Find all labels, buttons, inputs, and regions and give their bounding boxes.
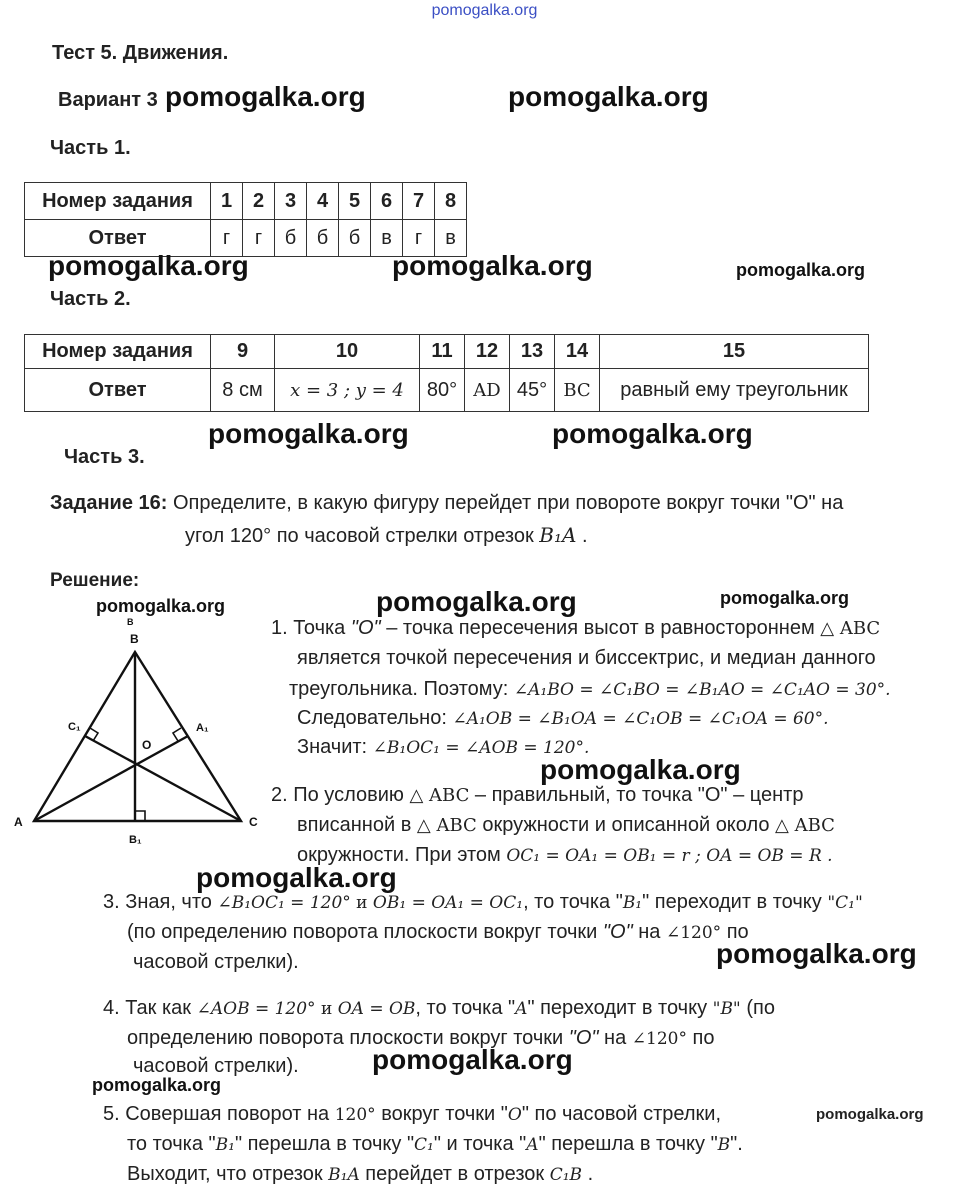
table-cell: 12 — [465, 335, 510, 369]
table-cell: г — [211, 220, 243, 257]
text: – точка пересечения высот в равностороннем — [380, 617, 821, 639]
math: △ ABC — [409, 785, 470, 806]
text: " и точка " — [433, 1133, 527, 1155]
part2-table — [24, 334, 869, 412]
text: 4. Так как — [103, 997, 197, 1019]
math: O — [507, 1105, 522, 1125]
math: ∠AOB = 120° — [196, 999, 316, 1019]
table-cell: 14 — [555, 335, 600, 369]
table-cell: 11 — [420, 335, 465, 369]
watermark: pomogalka.org — [208, 418, 409, 449]
step-5-line-2 — [127, 1133, 743, 1156]
math: △ ABC — [775, 815, 835, 836]
text: – правильный, то точка "О" – центр — [469, 784, 804, 806]
triangle-figure — [5, 612, 275, 852]
label-o: O — [142, 738, 152, 752]
task-16 — [50, 492, 843, 515]
math: C₁B — [549, 1165, 583, 1185]
step-5-line-1 — [103, 1103, 721, 1126]
math: A — [515, 999, 528, 1019]
step-5-line-3 — [127, 1163, 593, 1186]
text: "О" — [350, 617, 381, 639]
math: A — [526, 1135, 539, 1155]
watermark: pomogalka.org — [92, 1075, 222, 1095]
math: 120° — [334, 1105, 376, 1125]
watermark: pomogalka.org — [552, 418, 753, 449]
math: ∠B₁OC₁ = ∠AOB = 120°. — [372, 738, 590, 758]
watermark: pomogalka.org — [96, 596, 226, 616]
table-cell: 2 — [243, 183, 275, 220]
text: и — [350, 893, 373, 913]
table-row — [25, 335, 869, 369]
step-2-line-1 — [271, 784, 803, 807]
variant-label: Вариант 3 — [58, 89, 158, 111]
label-c1: C₁ — [68, 721, 81, 733]
text: окружности и описанной около — [476, 814, 776, 836]
watermark: pomogalka.org — [508, 81, 709, 112]
watermark: pomogalka.org — [540, 754, 741, 785]
table-cell: б — [339, 220, 371, 257]
table-row — [25, 183, 467, 220]
text: " по часовой стрелки, — [521, 1103, 722, 1125]
label-b1: B₁ — [129, 834, 142, 846]
text: угол 120° по часовой стрелки отрезок — [185, 525, 540, 547]
math: ∠120° — [665, 923, 722, 943]
text: вокруг точки " — [375, 1103, 508, 1125]
text: и — [315, 999, 338, 1019]
table-cell: 4 — [307, 183, 339, 220]
step-4-line-1 — [103, 997, 775, 1020]
text: " переходит в точку — [527, 997, 713, 1019]
text: окружности. При этом — [297, 844, 507, 866]
text: " перешла в точку " — [538, 1133, 718, 1155]
text: , то точка " — [415, 997, 516, 1019]
table-cell: 8 — [435, 183, 467, 220]
watermark: pomogalka.org — [816, 1106, 924, 1123]
math: △ ABC — [820, 618, 881, 639]
math: ∠120° — [631, 1029, 687, 1049]
table-cell: 80° — [420, 369, 465, 412]
text: то точка " — [127, 1133, 216, 1155]
part1-table — [24, 182, 467, 257]
math: B — [717, 1135, 731, 1155]
text: . — [582, 1163, 594, 1185]
watermark-top[interactable]: pomogalka.org — [431, 2, 538, 19]
math: △ ABC — [416, 815, 477, 836]
text: Значит: — [297, 736, 373, 758]
table-cell: в — [435, 220, 467, 257]
text: (по определению поворота плоскости вокруг точки — [127, 921, 603, 943]
math: B₁ — [215, 1135, 235, 1155]
table-header-cell: Ответ — [25, 369, 211, 412]
text: Выходит, что отрезок — [127, 1163, 329, 1185]
table-cell: 6 — [371, 183, 403, 220]
table-cell: BC — [555, 369, 600, 412]
text: вписанной в — [297, 814, 417, 836]
text: , то точка " — [523, 891, 623, 913]
math: OB₁ = OA₁ = OC₁ — [372, 893, 524, 913]
task-label: Задание 16: — [50, 492, 168, 514]
math: "B" — [712, 999, 741, 1019]
table-cell: 13 — [510, 335, 555, 369]
text: Следовательно: — [297, 707, 453, 729]
text: " переходит в точку — [642, 891, 828, 913]
label-a1: A₁ — [196, 722, 209, 734]
table-cell: x = 3 ; y = 4 — [275, 369, 420, 412]
table-cell: б — [307, 220, 339, 257]
part1-label: Часть 1. — [50, 137, 131, 159]
label-c: C — [249, 815, 258, 829]
watermark: pomogalka.org — [716, 938, 917, 969]
table-cell: г — [403, 220, 435, 257]
text: 1. Точка — [271, 617, 351, 639]
text: "О" — [602, 921, 633, 943]
math: ∠B₁OC₁ = 120° — [217, 893, 351, 913]
table-cell: равный ему треугольник — [600, 369, 869, 412]
table-header-cell: Номер задания — [25, 183, 211, 220]
table-cell: 9 — [211, 335, 275, 369]
table-cell: AD — [465, 369, 510, 412]
label-b-faint: B — [127, 617, 134, 627]
text: . — [576, 525, 588, 547]
table-cell: г — [243, 220, 275, 257]
triangle-abc — [34, 652, 241, 821]
watermark: pomogalka.org — [48, 250, 249, 281]
table-cell: 1 — [211, 183, 243, 220]
watermark: pomogalka.org — [376, 586, 577, 617]
part3-label: Часть 3. — [64, 446, 145, 468]
table-cell: 7 — [403, 183, 435, 220]
table-header-cell: Ответ — [25, 220, 211, 257]
math: B₁A — [539, 523, 577, 547]
right-angle-mark — [173, 728, 181, 741]
step-3-line-3: часовой стрелки). — [133, 951, 299, 973]
watermark: pomogalka.org — [372, 1044, 573, 1075]
task-text: Определите, в какую фигуру перейдет при повороте вокруг точки "О" на — [173, 492, 844, 514]
text: "О" — [568, 1027, 599, 1049]
text: ". — [730, 1133, 743, 1155]
watermark: pomogalka.org — [392, 250, 593, 281]
math: B₁A — [328, 1165, 360, 1185]
step-1-line-3 — [289, 678, 891, 701]
text: " перешла в точку " — [234, 1133, 415, 1155]
label-b: B — [130, 632, 139, 646]
step-4-line-3: часовой стрелки). — [133, 1055, 299, 1077]
task-16-line2 — [185, 523, 588, 548]
text: перейдет в отрезок — [359, 1163, 550, 1185]
text: на — [598, 1027, 632, 1049]
table-cell: 8 см — [211, 369, 275, 412]
table-row — [25, 369, 869, 412]
table-cell: 3 — [275, 183, 307, 220]
text: определению поворота плоскости вокруг точки — [127, 1027, 569, 1049]
step-1-line-1 — [271, 617, 880, 640]
math: B₁ — [622, 893, 643, 913]
math: ∠A₁BO = ∠C₁BO = ∠B₁AO = ∠C₁AO = 30°. — [513, 680, 891, 700]
table-cell: в — [371, 220, 403, 257]
text: по — [721, 921, 749, 943]
watermark: pomogalka.org — [736, 260, 866, 280]
table-cell: 5 — [339, 183, 371, 220]
text: треугольника. Поэтому: — [289, 678, 514, 700]
table-cell: б — [275, 220, 307, 257]
text: (по — [740, 997, 775, 1019]
step-3-line-2 — [127, 921, 749, 944]
text: 5. Совершая поворот на — [103, 1103, 335, 1125]
step-3-line-1 — [103, 891, 863, 914]
step-2-line-2 — [297, 814, 835, 837]
math: C₁ — [414, 1135, 434, 1155]
math: "C₁" — [827, 893, 863, 913]
table-cell: 10 — [275, 335, 420, 369]
label-a: A — [14, 815, 23, 829]
step-1-line-2: является точкой пересечения и биссектрис, и медиан данного — [297, 647, 876, 669]
part2-label: Часть 2. — [50, 288, 131, 310]
text: 3. Зная, что — [103, 891, 218, 913]
solution-label: Решение: — [50, 570, 140, 591]
watermark: pomogalka.org — [165, 81, 366, 112]
math: ∠A₁OB = ∠B₁OA = ∠C₁OB = ∠C₁OA = 60°. — [452, 709, 829, 729]
text: на — [632, 921, 666, 943]
page-title: Тест 5. Движения. — [52, 42, 229, 64]
text: по — [686, 1027, 715, 1049]
table-header-cell: Номер задания — [25, 335, 211, 369]
step-1-line-4 — [297, 707, 829, 730]
watermark: pomogalka.org — [720, 588, 850, 608]
table-cell: 45° — [510, 369, 555, 412]
watermark: pomogalka.org — [196, 862, 397, 893]
table-cell: 15 — [600, 335, 869, 369]
math: OC₁ = OA₁ = OB₁ = r ; OA = OB = R . — [506, 846, 833, 866]
text: 2. По условию — [271, 784, 410, 806]
right-angle-mark — [135, 811, 145, 821]
math: OA = OB — [337, 999, 416, 1019]
